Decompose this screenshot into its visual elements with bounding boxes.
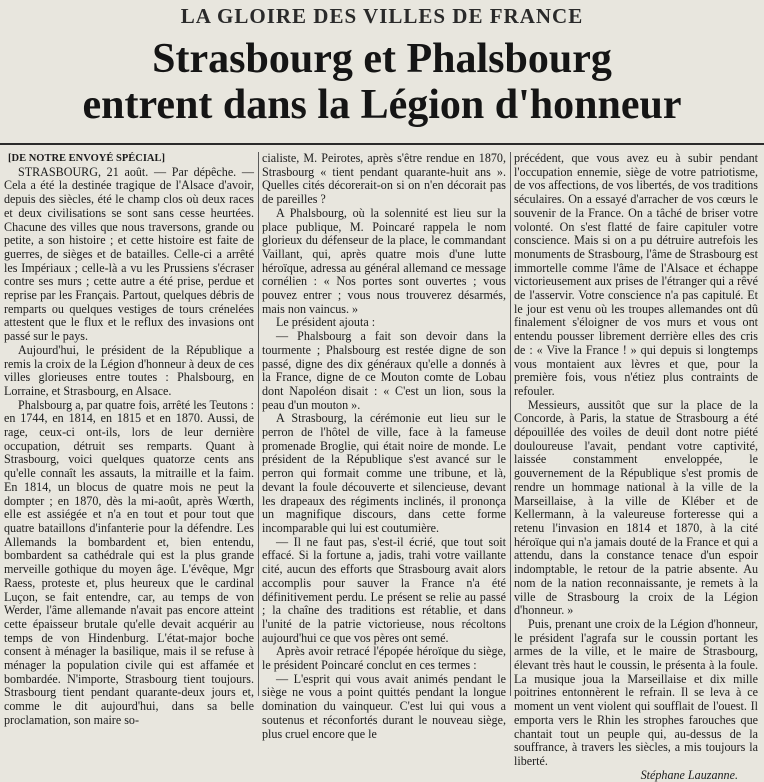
- paragraph: A Strasbourg, la cérémonie eut lieu sur le perron de l'hôtel de ville, face à la fameuse promenade Broglie, qui était noire de monde. Le président de la République s'est avancé sur le perron qui formait comme une tribune, et là, devant la foule découverte et silencieuse, devant les drapeaux des régiments inclinés, il prononça un magnifique discours, dans cette forme incomparable qui lui est coutumière.: [262, 411, 506, 535]
- paragraph: Le président ajouta :: [276, 315, 376, 330]
- headline-line-2: entrent dans la Légion d'honneur: [82, 82, 682, 128]
- article-column-2: [262, 151, 506, 741]
- column-divider: [510, 152, 511, 696]
- headline-line-1: Strasbourg et Phalsbourg: [152, 36, 612, 82]
- paragraph: — L'esprit qui vous avait animés pendant le siège ne vous a point quittés pendant la longue domination du vainqueur. C'est lui qui vous a soutenus et réconfortés durant le nouveau siège, plus cruel encore que le: [262, 671, 506, 741]
- paragraph: Messieurs, aussitôt que sur la place de la Concorde, à Paris, la statue de Strasbourg a été dépouillée des voiles de deuil dont notre piété douloureuse l'avait, pendant votre captivité, laissée constamment enveloppée, le gouvernement de la République s'est promis de rendre un hommage national à la ville de la Marseillaise, à la ville de Kléber et de Kellermann, à la valeureuse forteresse qui a retenu l'invasion en 1814 et 1870, à la cité héroïque qui n'a jamais douté de la France et qui a attendu, dans la constance tenace d'un espoir indomptable, le retour de la patrie absente. Au nom de la nation reconnaissante, je remets à la ville de Strasbourg la croix de la Légion d'honneur. »: [514, 397, 758, 618]
- author-signature: Stéphane Lauzanne.: [640, 767, 738, 782]
- paragraph: Après avoir retracé l'épopée héroïque du siège, le président Poincaré conclut en ces termes :: [262, 644, 506, 673]
- paragraph: précédent, que vous avez eu à subir pendant l'occupation ennemie, siège de votre patriotisme, de vos affections, de vos libertés, de vos traditions séculaires. On a essayé d'arracher de vos cœurs le souvenir de la France. On a tâché de briser votre volonté. On s'est flatté de faire capituler votre conscience. Mais si on a pu détruire autrefois les monuments de Strasbourg, l'âme de Strasbourg est immortelle comme l'âme de l'Alsace et échappe victorieusement aux prises de l'étranger qui a rêvé de l'asservir. Votre conscience n'a pas capitulé. Et le jour est venu où les troupes allemandes ont dû finalement s'éloigner de vos murs et vous ont entendu pousser librement derrière elles des cris de : « Vive la France ! » qui depuis si longtemps vous montaient aux lèvres et que, pour la première fois, vous n'étiez plus contraints de refouler.: [514, 151, 758, 398]
- column-divider: [258, 152, 259, 696]
- headline: [0, 36, 764, 128]
- paragraph: — Phalsbourg a fait son devoir dans la tourmente ; Phalsbourg est restée digne de son passé, digne des dix généraux qu'elle a donnés à la France, digne de ce Mouton comte de Lobau dont Napoléon disait : « C'est un lion, sous la peau d'un mouton ».: [262, 329, 506, 412]
- section-kicker: LA GLOIRE DES VILLES DE FRANCE: [180, 4, 584, 28]
- paragraph: Aujourd'hui, le président de la République a remis la croix de la Légion d'honneur à deux de ces villes glorieuses entre toutes : Phalsbourg, en Lorraine, et Strasbourg, en Alsace.: [4, 342, 254, 398]
- paragraph: — Il ne faut pas, s'est-il écrié, que tout soit effacé. Si la fortune a, jadis, trahi votre vaillante cité, aucun des efforts que Strasbourg avait alors accomplis pour sauver la France n'a été définitivement perdu. Le présent se relie au passé ; la chaîne des traditions est rétablie, et dans l'unité de la patrie victorieuse, nous récoltons aujourd'hui ce que vos pères ont semé.: [262, 534, 506, 645]
- paragraph: Phalsbourg a, par quatre fois, arrêté les Teutons : en 1744, en 1814, en 1815 et en 1870. Aussi, de rage, ceux-ci ont-ils, lors de leur dernière occupation, détruit ses remparts. Quant à Strasbourg, voici quelques quatorze cents ans qu'elle connaît les assauts, la mitraille et la faim. En 1814, un blocus de quatre mois ne peut la dompter ; en 1870, dès la mi-août, après Wœrth, elle est assiégée et n'a en tout et pour tout que quatre bataillons d'infanterie pour la défendre. Les Allemands la bombardent et, bien entendu, bombardent sa cathédrale qui est la plus grande merveille gothique du moyen âge. L'évêque, Mgr Raess, proteste et, plus heureux que le cardinal Luçon, se fait entendre, car, au temps de von Werder, l'âme allemande n'avait pas encore atteint cette épaisseur brutale qu'elle devait acquérir au temps de von Hindenburg. L'état-major boche consent à ménager la basilique, mais il se refuse à ménager la population civile qui est affamée et bombardée. N'importe, Strasbourg tient toujours. Strasbourg tient pendant quarante-deux jours et, comme le dit aujourd'hui, dans sa belle proclamation, son maire so-: [4, 397, 254, 727]
- paragraph: STRASBOURG, 21 août. — Par dépêche. — Cela a été la destinée tragique de l'Alsace d'avoir, depuis des siècles, été le champ clos où deux races et deux civilisations se sont sans cesse heurtées. Chacune des villes que nous traversons, grande ou petite, a son histoire ; et cette histoire est faite de guerres, de sièges et de batailles. Celle-ci a arrêté les Impériaux ; celle-là a vu les Prussiens s'écraser contre ses murs ; cette autre a été prise, perdue et reprise par les Français. Partout, quelques débris de remparts ou quelques vestiges de tours crénelées attestent que le flux et le reflux des invasions ont passé sur le pays.: [4, 164, 254, 344]
- byline: [DE NOTRE ENVOYÉ SPÉCIAL]: [8, 153, 166, 164]
- article-column-1: [4, 152, 254, 727]
- paragraph: A Phalsbourg, où la solennité est lieu sur la place publique, M. Poincaré rappela le nom glorieux du défenseur de la place, le commandant Vaillant, qui, après quatre mois d'une lutte héroïque, adressa au général allemand ce message cornélien : « Nos portes sont ouvertes ; vous pouvez entrer ; vous nous trouverez désarmés, mais non vaincus. »: [262, 205, 506, 316]
- article-column-3: [514, 151, 758, 782]
- paragraph: cialiste, M. Peirotes, après s'être rendue en 1870, Strasbourg « tient pendant quarante-huit ans ». Quelles cités décorerait-on si on n'en décorait pas de pareilles ?: [262, 151, 506, 207]
- headline-rule: [0, 143, 764, 145]
- paragraph: Puis, prenant une croix de la Légion d'honneur, le président l'agrafa sur le coussin portant les armes de la ville, et le maire de Strasbourg, élevant très haut le coussin, le présenta à la foule. La musique joua la Marseillaise et dix mille poitrines entonnèrent le refrain. Il se leva à ce moment un vent violent qui soufflait de l'ouest. Il emporta vers le Rhin les strophes farouches que chantait tout un peuple qui, au-dessus de la souffrance, à travers les siècles, a mis toujours la liberté.: [514, 616, 758, 768]
